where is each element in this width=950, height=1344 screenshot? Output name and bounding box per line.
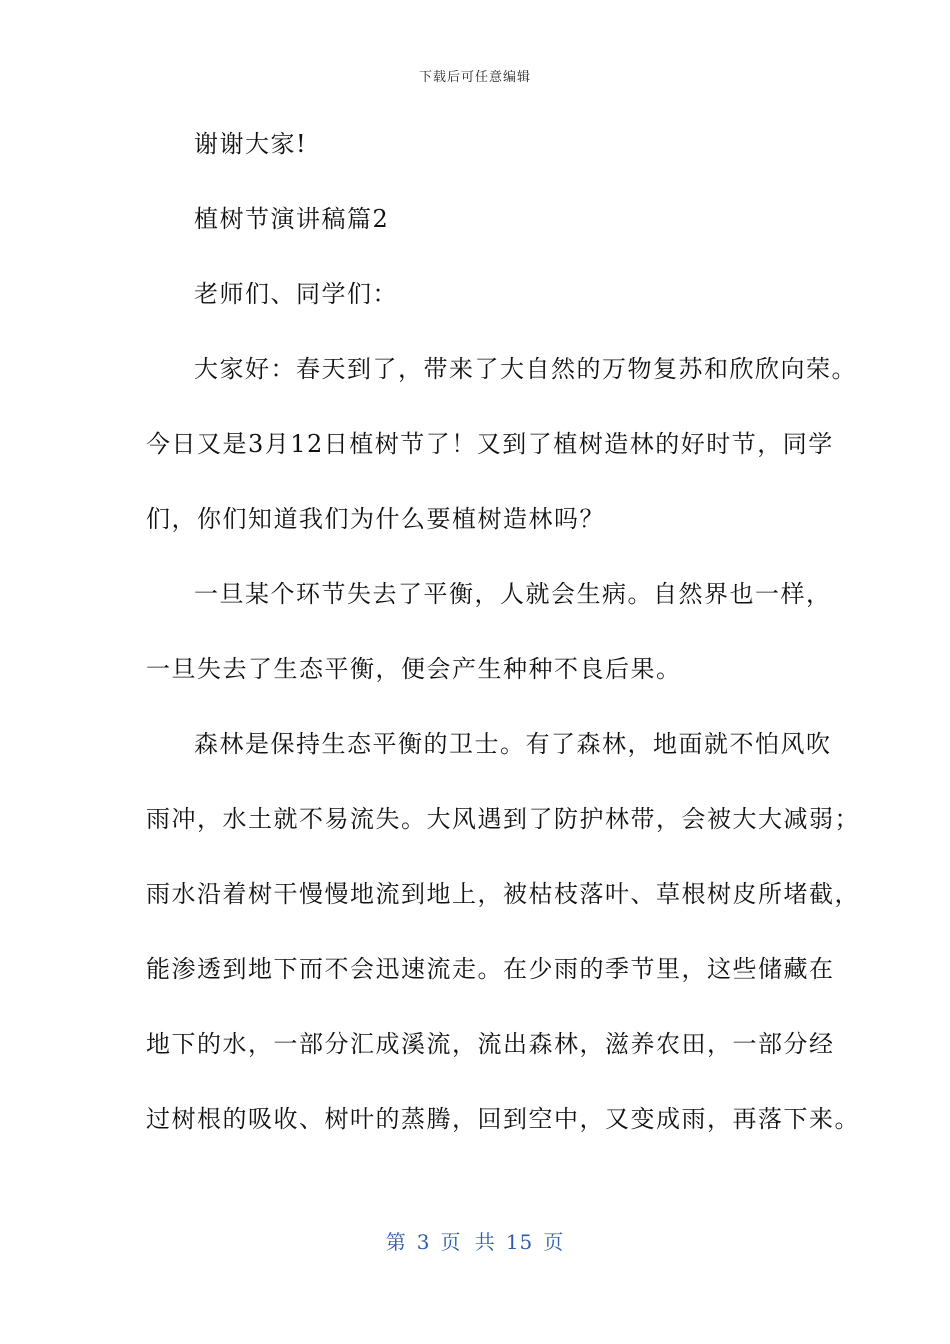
salutation: 老师们、同学们： [194, 280, 398, 308]
paragraph-line: 过树根的吸收、树叶的蒸腾，回到空中，又变成雨，再落下来。 [146, 1105, 860, 1133]
paragraph-line: 们，你们知道我们为什么要植树造林吗？ [146, 505, 605, 533]
paragraph-line: 今日又是3月12日植树节了！又到了植树造林的好时节，同学 [146, 430, 834, 458]
footer-prefix: 第 [385, 1230, 407, 1254]
header-note: 下载后可任意编辑 [418, 70, 531, 85]
footer-suffix: 页 [543, 1230, 565, 1254]
page-number: 3 [416, 1230, 431, 1254]
footer-mid: 页 共 [440, 1230, 496, 1254]
paragraph-line: 雨水沿着树干慢慢地流到地上，被枯枝落叶、草根树皮所堵截， [146, 880, 860, 908]
paragraph-line: 能渗透到地下而不会迅速流走。在少雨的季节里，这些储藏在 [146, 955, 835, 983]
paragraph-line: 雨冲，水土就不易流失。大风遇到了防护林带，会被大大减弱； [146, 805, 860, 833]
paragraph-line: 一旦失去了生态平衡，便会产生种种不良后果。 [146, 655, 682, 683]
section-title: 植树节演讲稿篇2 [194, 205, 390, 233]
paragraph-line: 森林是保持生态平衡的卫士。有了森林，地面就不怕风吹 [194, 730, 832, 758]
total-pages: 15 [505, 1230, 534, 1254]
document-body [146, 126, 860, 1176]
paragraph-line: 地下的水，一部分汇成溪流，流出森林，滋养农田，一部分经 [146, 1030, 835, 1058]
closing-line: 谢谢大家! [194, 130, 308, 158]
paragraph-line: 大家好：春天到了，带来了大自然的万物复苏和欣欣向荣。 [194, 355, 857, 383]
page-footer [0, 1226, 950, 1255]
paragraph-line: 一旦某个环节失去了平衡，人就会生病。自然界也一样， [194, 580, 832, 608]
